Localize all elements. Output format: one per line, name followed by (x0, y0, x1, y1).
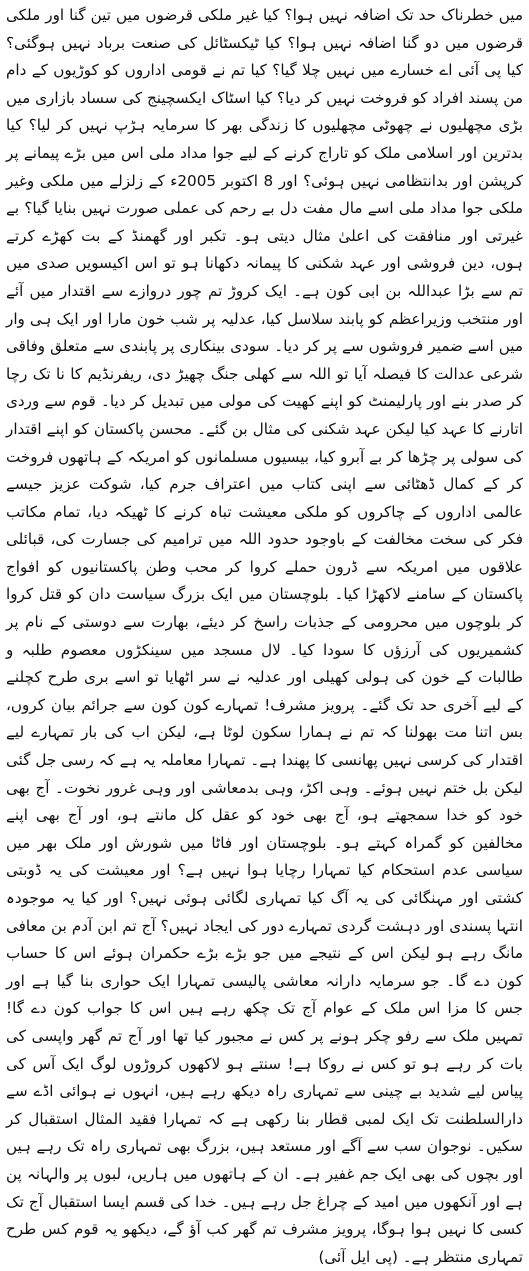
article-body-text: میں خطرناک حد تک اضافہ نہیں ہوا؟ کیا غیر ملکی قرضوں میں تین گنا اور ملکی قرضوں میں دو گنا اضافہ نہیں ہوا؟ کیا ٹیکسٹائل کی صنعت برباد نہیں ہوگئی؟ کیا پی آئی اے خسارے میں نہیں چلا گیا؟ کیا تم نے قومی اداروں کو کوڑیوں کے دام من پسند افراد کو فروخت نہیں کر دیا؟ کیا اسٹاک ایکسچینج کی سساد بازاری میں بڑی مچھلیوں نے چھوٹی مچھلیوں کا زندگی بھر کا سرمایہ ہڑپ نہیں کر لیا؟ کیا بدترین اور اسلامی ملک کو تاراج کرنے کے لیے جوا مداد ملی اس میں بڑے پیمانے پر کرپشن اور بدانتظامی نہیں ہوئی؟ اور 8 اکتوبر 2005ء کے زلزلے میں ملکی وغیر ملکی جوا مداد ملی اسے مال مفت دل بے رحم کی عملی صورت نہیں بنایا گیا؟ بے غیرتی اور منافقت کی اعلیٰ مثال دیتی ہو۔ تکبر اور گھمنڈ کے بت کھڑے کرتے ہوں، دین فروشی اور عہد شکنی کا پیمانہ دکھانا ہو تو اس اکیسویں صدی میں تم سے بڑا عبداللہ بن ابی کون ہے۔ ایک کروڑ تم چور دروازے سے اقتدار میں آئے اور منتخب وزیراعظم کو پابند سلاسل کیا، عدلیہ پر شب خون مارا اور ایک ہی وار میں اسے ضمیر فروشوں سے پر کر دیا۔ سودی بینکاری پر پابندی سے متعلق وفاقی شرعی عدالت کا فیصلہ آیا تو اللہ سے کھلی جنگ چھیڑ دی، ریفرنڈیم کا نا تک رچا کر صدر بنے اور پارلیمنٹ کو اپنے کھیت کی مولی میں تبدیل کر دیا۔ قوم سے وردی اتارنے کا عہد کیا لیکن عہد شکنی کی مثال بن گئے۔ محسن پاکستان کو اپنے اقتدار کی سولی پر چڑھا کر بے آبرو کیا، بیسیوں مسلمانوں کو امریکہ کے ہاتھوں فروخت کر کے کمال ڈھٹائی سے اپنی کتاب میں اعتراف جرم کیا، شوکت عزیز جیسے عالمی اداروں کے چاکروں کو ملکی معیشت تباہ کرنے کا ٹھیکہ دیا، تمام مکاتب فکر کی سخت مخالفت کے باوجود حدود اللہ میں ترامیم کی جسارت کی، قبائلی علاقوں میں امریکہ سے ڈرون حملے کروا کر محب وطن پاکستانیوں کو افواج پاکستان کے سامنے لاکھڑا کیا۔ بلوچستان میں ایک بزرگ سیاست دان کو قتل کروا کر بلوچوں میں محرومی کے جذبات راسخ کر دیئے، بھارت سے دوستی کے نام پر کشمیریوں کی آرزؤں کا سودا کیا۔ لال مسجد میں سینکڑوں معصوم طلبہ و طالبات کے خون کی ہولی کھیلی اور عدلیہ نے سر اٹھایا تو اسے بری طرح کچلنے کے لیے آخری حد تک گئے۔ پرویز مشرف! تمہارے کون کون سے جرائم بیان کروں، بس اتنا مت بھولنا کہ تم نے ہمارا سکون لوٹا ہے، لیکن اب کی بار تمہارے لیے اقتدار کی کرسی نہیں پھانسی کا پھندا ہے۔ تمہارا معاملہ یہ ہے کہ رسی جل گئی لیکن بل ختم نہیں ہوئے۔ وہی اکڑ، وہی بدمعاشی اور وہی غرور نخوت۔ آج بھی خود کو خدا سمجھتے ہو، آج بھی خود کو عقل کل مانتے ہو، اور آج بھی اپنے مخالفین کو گمراہ کہتے ہو۔ بلوچستان اور فاٹا میں شورش اور ملک بھر میں سیاسی عدم استحکام کیا تمہارا رچایا ہوا نہیں ہے؟ اور معیشت کی یہ ڈوبتی کشتی اور مہنگائی کی یہ آگ کیا تمہاری لگائی ہوئی نہیں؟ اور کیا یہ موجودہ انتہا پسندی اور دہشت گردی تمہارے دور کی ایجاد نہیں؟ آج تم ابن آدم بن معافی مانگ رہے ہو لیکن اس کے نتیجے میں جو بڑے بڑے حکمران ہوئے اس کا حساب کون دے گا۔ جو سرمایہ دارانہ معاشی پالیسی تمہارا ایک حواری بنا گیا ہے اور جس کا مزا اس ملک کے عوام آج تک چکھ رہے ہیں اس کا جواب کون دے گا! تمہیں ملک سے رفو چکر ہونے پر کس نے مجبور کیا تھا اور آج تم گھر واپسی کی بات کر رہے ہو تو کس نے روکا ہے! سنتے ہو لاکھوں کروڑوں لوگ ایک آس کی پیاس لیے شدید بے چینی سے تمہاری راہ دیکھ رہے ہیں، انہوں نے ہوائی اڈے سے دارالسلطنت تک ایک لمبی قطار بنا رکھی ہے کہ تمہارا فقید المثال استقبال کر سکیں۔ نوجوان سب سے آگے اور مستعد ہیں، بزرگ بھی تمہاری راہ تک رہے ہیں اور بچوں کی بھی ایک جم غفیر ہے۔ ان کے ہاتھوں میں ہاریں، لبوں پر والہانہ پن ہے اور آنکھوں میں امید کے چراغ جل رہے ہیں۔ خدا کی قسم ایسا استقبال آج تک کسی کا نہیں ہوا ہوگا، پرویز مشرف تم گھر کب آؤ گے، دیکھو یہ قوم کس طرح تمہاری منتظر ہے۔ (پی ایل آئی) (6, 6, 523, 1266)
